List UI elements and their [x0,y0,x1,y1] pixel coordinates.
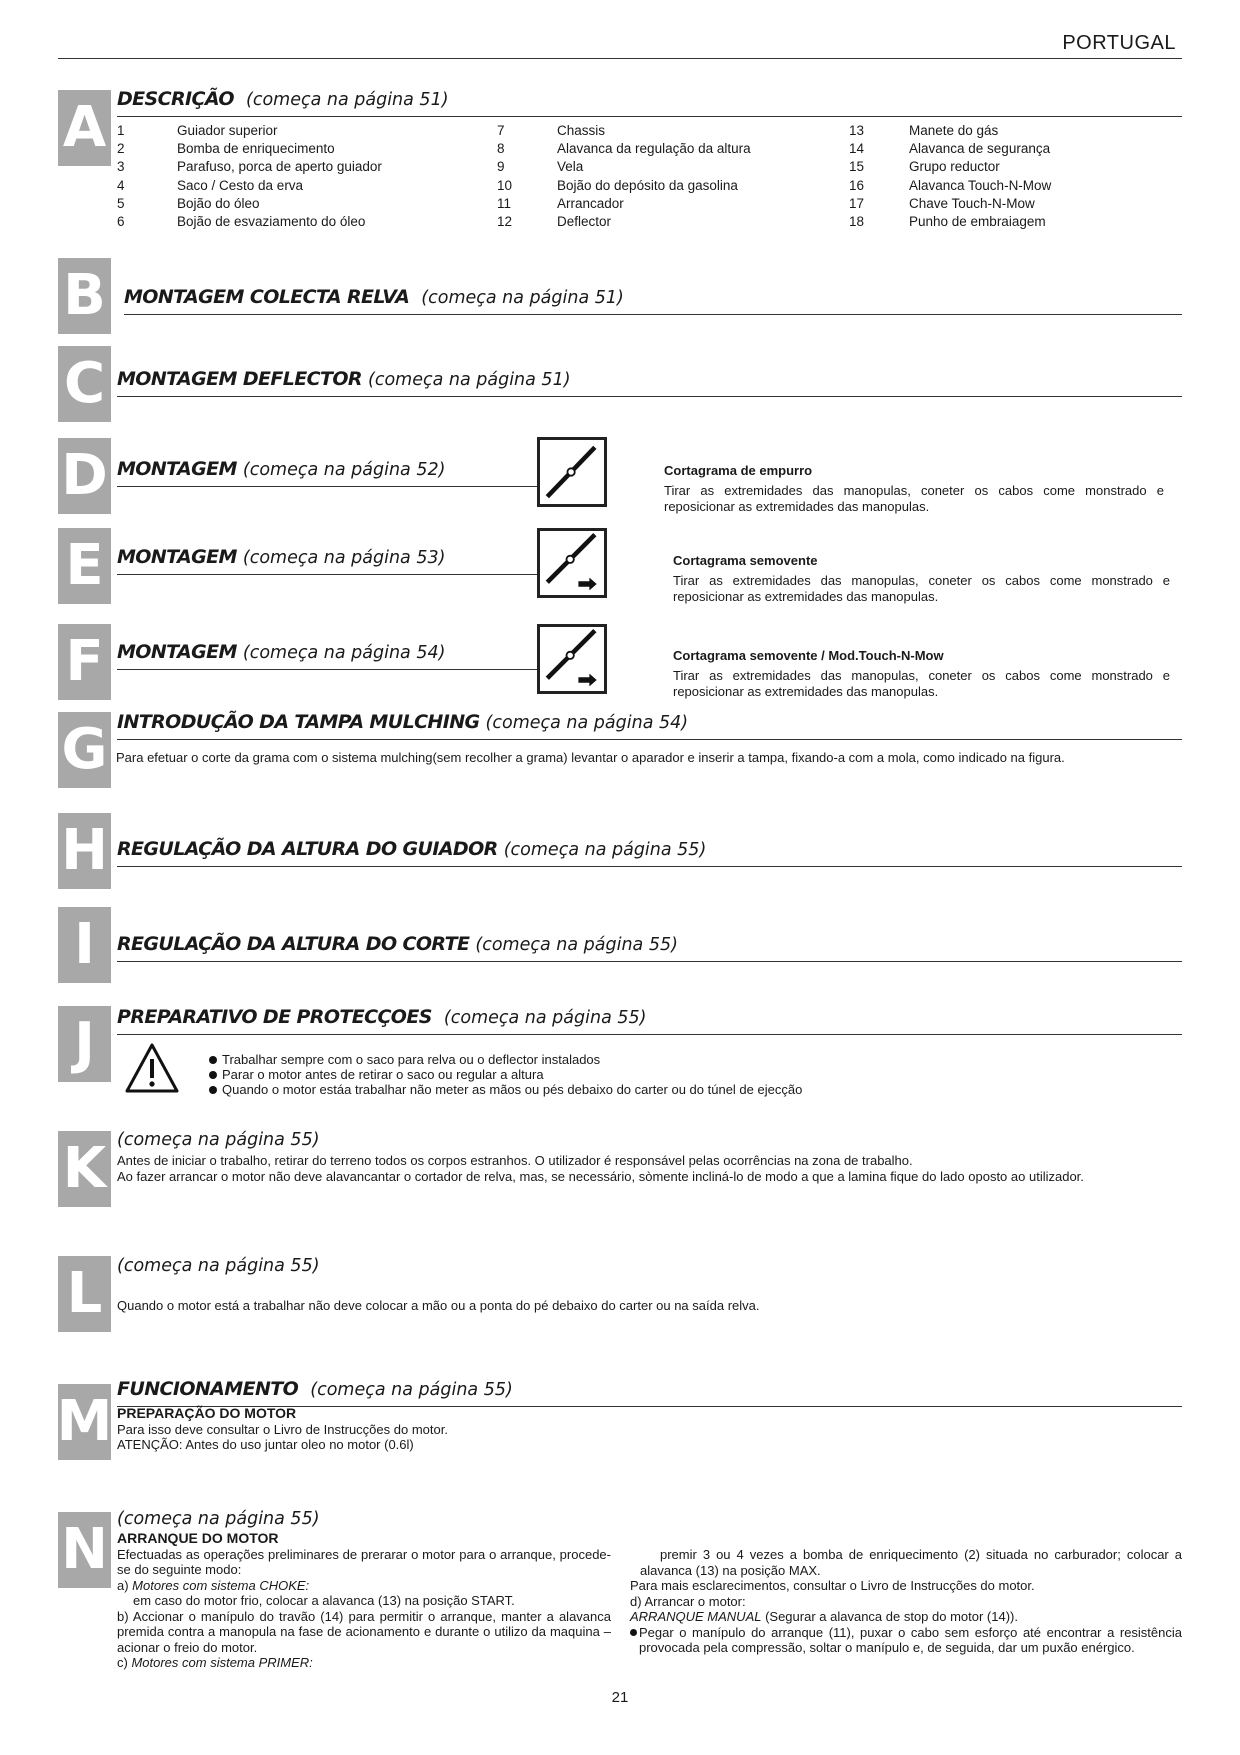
list-item: Parar o motor antes de retirar o saco ou regular a altura [207,1067,802,1082]
section-l-letter: L [58,1256,111,1332]
n-left-b: b) Accionar o manípulo do travão (14) para permitir o arranque, manter a alavanca premida contra a manopula na fase de acionamento e durante o utilizo da maquina – acionar o freio do motor. [117,1608,611,1655]
part-number: 8 [497,141,505,157]
section-l-text: Quando o motor está a trabalhar não deve colocar a mão ou a ponta do pé debaixo do carter ou na saída relva. [117,1298,760,1313]
section-m-body [117,1406,448,1453]
part-number: 11 [497,195,512,211]
parts-list-item [849,195,1051,213]
section-k-ref: (começa na página 55) [117,1130,320,1150]
part-name: Arrancador [557,195,624,211]
n-right-p4: ARRANQUE MANUAL (Segurar a alavanca de stop do motor (14)). [630,1609,1018,1624]
part-number: 15 [849,159,865,175]
parts-list-item [117,140,382,158]
part-name: Parafuso, porca de aperto guiador [177,159,382,175]
parts-list-item [849,158,1051,176]
section-j-title: PREPARATIVO DE PROTECÇOES (começa na página 55) [117,1006,1182,1035]
part-name: Chave Touch-N-Mow [909,195,1035,211]
assembly-text-1: Tirar as extremidades das manopulas, coneter os cabos come monstrado e reposicionar as extremidades das manopulas. [664,483,1164,514]
parts-list-col-2 [497,122,751,231]
parts-list-item [117,158,382,176]
part-name: Saco / Cesto da erva [177,177,304,193]
part-number: 9 [497,159,505,175]
touch-n-mow-icon [537,624,607,694]
part-number: 6 [117,214,125,230]
parts-list-item [497,140,751,158]
section-j-letter: J [58,1006,111,1082]
n-right-p1: premir 3 ou 4 vezes a bomba de enriquecimento (2) situada no carburador; colocar a alavanca (13) na posição MAX. [640,1547,1182,1578]
safety-bullets [207,1052,802,1098]
section-n-letter: N [58,1512,111,1588]
section-m-title: FUNCIONAMENTO (começa na página 55) [117,1378,1182,1407]
section-b-title: MONTAGEM COLECTA RELVA (começa na página 51) [124,286,1182,315]
section-f-title: MONTAGEM (começa na página 54) [117,641,560,670]
engine-start-heading: ARRANQUE DO MOTOR [117,1530,279,1546]
section-c-letter: C [58,346,111,422]
parts-list-item [117,195,382,213]
section-i-title: REGULAÇÃO DA ALTURA DO CORTE (começa na página 55) [117,933,1182,962]
country-label: PORTUGAL [1062,32,1176,54]
section-f-letter: F [58,624,111,700]
part-number: 14 [849,141,865,157]
section-c-title: MONTAGEM DEFLECTOR (começa na página 51) [117,368,1182,397]
n-right-p5: Pegar o manípulo do arranque (11), puxar o cabo sem esforço até encontrar a resistência provocada pela compressão, soltar o manípulo e, de seguida, dar um puxão enérgico. [630,1625,1182,1656]
parts-list-item [497,158,751,176]
part-number: 1 [117,123,125,138]
parts-list-item [849,122,1051,140]
section-e-letter: E [58,528,111,604]
section-m-letter: M [58,1384,111,1460]
assembly-text-3: Tirar as extremidades das manopulas, coneter os cabos come monstrado e reposicionar as extremidades das manopulas. [673,668,1170,699]
section-k-letter: K [58,1131,111,1207]
part-name: Alavanca da regulação da altura [557,141,751,157]
part-number: 12 [497,214,513,230]
engine-prep-heading: PREPARAÇÃO DO MOTOR [117,1405,297,1421]
n-right-p3: d) Arrancar o motor: [630,1593,746,1609]
assembly-title-2: Cortagrama semovente [673,553,818,568]
part-name: Bojão de esvaziamento do óleo [177,214,366,230]
section-g-title: INTRODUÇÃO DA TAMPA MULCHING (começa na página 54) [117,711,1182,740]
n-left-a-text: em caso do motor frio, colocar a alavanca (13) na posição START. [133,1593,515,1608]
engine-prep-line-2: ATENÇÃO: Antes do uso juntar oleo no motor (0.6l) [117,1437,414,1452]
n-left-p1: Efectuadas as operações preliminares de prerarar o motor para o arranque, procede-se do seguinte modo: [117,1546,611,1577]
section-d-letter: D [58,438,111,514]
part-name: Grupo reductor [909,159,1000,175]
section-k-text-2: Ao fazer arrancar o motor não deve alavancantar o cortador de relva, mas, se necessário, sòmente incliná-lo de modo a que a lamina fique do lado oposto ao utilizador. [117,1169,1084,1184]
parts-list-item [497,213,751,231]
parts-list-item [497,122,751,140]
list-item: Quando o motor estáa trabalhar não meter as mãos ou pés debaixo do carter ou do túnel de ejecção [207,1082,802,1097]
engine-prep-line-1: Para isso deve consultar o Livro de Instrucções do motor. [117,1421,448,1437]
part-number: 13 [849,123,865,138]
section-n-right-column [630,1547,1182,1656]
part-number: 16 [849,177,865,193]
section-b-letter: B [58,258,111,334]
section-i-letter: I [58,907,111,983]
warning-triangle-icon [124,1042,180,1094]
part-number: 5 [117,195,125,211]
parts-list-item [497,177,751,195]
part-number: 4 [117,177,125,193]
section-k-text-1: Antes de iniciar o trabalho, retirar do terreno todos os corpos estranhos. O utilizador é responsável pelas ocorrências na zona de trabalho. [117,1153,913,1168]
part-name: Bojão do óleo [177,195,260,211]
parts-list-col-1 [117,122,382,231]
page-number: 21 [611,1689,629,1706]
section-l-ref: (começa na página 55) [117,1256,320,1276]
part-name: Alavanca Touch-N-Mow [909,177,1052,193]
parts-list-item [117,213,382,231]
part-number: 2 [117,141,125,157]
header-rule [58,58,1182,59]
section-a-title: DESCRIÇÃO (começa na página 51) [117,88,1182,117]
section-n-ref: (começa na página 55) [117,1509,320,1529]
section-d-title: MONTAGEM (começa na página 52) [117,458,560,487]
section-g-letter: G [58,712,111,788]
section-g-text: Para efetuar o corte da grama com o sistema mulching(sem recolher a grama) levantar o aparador e inserir a tampa, fixando-a com a mola, como indicado na figura. [116,750,1065,765]
parts-list-item [849,140,1051,158]
assembly-title-1: Cortagrama de empurro [664,463,813,478]
parts-list-item [117,122,382,140]
part-number: 7 [497,123,505,138]
parts-list-item [497,195,751,213]
n-left-a: a) Motores com sistema CHOKE: [117,1577,310,1593]
part-name: Punho de embraiagem [909,214,1046,230]
part-number: 10 [497,177,513,193]
parts-list-item [849,213,1051,231]
part-name: Chassis [557,123,606,138]
part-name: Guiador superior [177,123,278,138]
n-right-p2: Para mais esclarecimentos, consultar o Livro de Instrucções do motor. [630,1578,1035,1593]
parts-list-item [117,177,382,195]
part-number: 3 [117,159,125,175]
part-name: Alavanca de segurança [909,141,1051,157]
part-name: Bojão do depósito da gasolina [557,177,738,193]
part-number: 17 [849,195,865,211]
section-h-title: REGULAÇÃO DA ALTURA DO GUIADOR (começa na página 55) [117,838,1182,867]
assembly-title-3: Cortagrama semovente / Mod.Touch-N-Mow [673,648,944,663]
section-h-letter: H [58,813,111,889]
parts-list-item [849,177,1051,195]
list-item: Trabalhar sempre com o saco para relva ou o deflector instalados [207,1052,802,1067]
n-left-c: c) Motores com sistema PRIMER: [117,1655,313,1670]
assembly-text-2: Tirar as extremidades das manopulas, coneter os cabos come monstrado e reposicionar as extremidades das manopulas. [673,573,1170,604]
section-a-letter: A [58,90,111,166]
part-name: Manete do gás [909,123,999,138]
part-name: Deflector [557,214,612,230]
push-mower-icon [537,437,607,507]
part-number: 18 [849,214,865,230]
section-n-left-column [117,1531,611,1671]
parts-list-col-3 [849,122,1051,231]
part-name: Vela [557,159,584,175]
part-name: Bomba de enriquecimento [177,141,335,157]
self-propelled-mower-icon [537,528,607,598]
section-e-title: MONTAGEM (começa na página 53) [117,546,560,575]
